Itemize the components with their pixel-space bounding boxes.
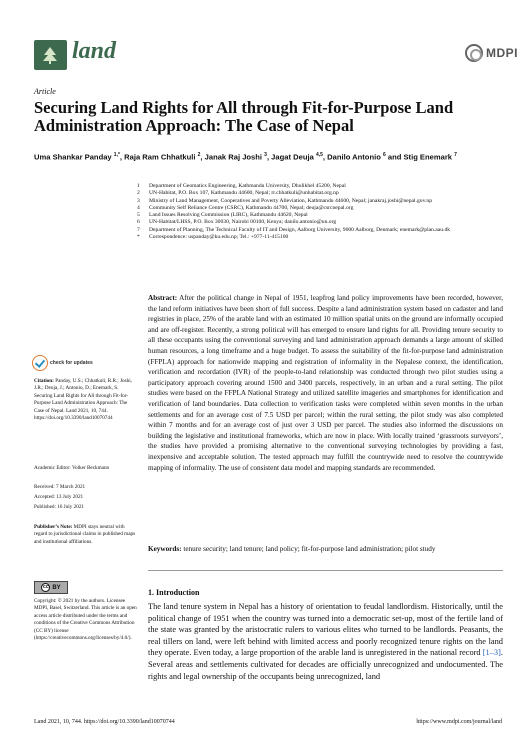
affiliation-item: 1 Department of Geomatics Engineering, Kathmandu University, Dhulikhel 45200, Nepal <box>137 183 346 189</box>
citation-text[interactable]: Panday, U.S.; Chhatkuli, R.R.; Joshi, J.R.; Deuja, J.; Antonio, D.; Enemark, S. Securing Land Rights for All through Fit-for-Purpose Land Administration Approach: The Case of Nepal. Land 2021, 10, 744. https://doi.org/10.3390/land10070744 <box>34 378 132 422</box>
accepted-date: Accepted: 13 July 2021 <box>34 494 84 500</box>
academic-editor: Academic Editor: Volker Beckmann <box>34 465 110 471</box>
affiliations <box>137 183 499 241</box>
author-affiliation-mark: 6 <box>382 152 386 158</box>
abstract-text: After the political change in Nepal of 1951, leapfrog land policy improvements have been recorded, however, the land reform initiatives have been short of full success. Despite a land administration system based on cadaster and land registries in place, 25% of the arable land with an estimated 10 million spatial units on the ground are informally occupied and are off-register. Recently, a strong political will has emerged to ensure land rights for all. Providing tenure security to all these occupants using the conventional surveying and land administration approach demands a large amount of skilled human resources, a long timeframe and a huge budget. To assess the suitability of the fit-for-purpose land administration (FFPLA) approach for nationwide mapping and registration of informality in the Nepalese context, the identification, verification and recordation (IVR) of the people-to-land relationship was conducted through two pilot studies using a participatory approach covering around 1500 and 3400 parcels, respectively, in an urban and a rural setting. The pilot studies were based on the FFPLA National Strategy and utilized satellite imageries and smartphones for identification and verification of land boundaries. Data collection to verification tasks were completed within seven months in the urban settlements and for an average cost of 7.5 USD per parcel; within the rural setting, the pilot study was also completed within 7 months and for an average cost of just over 3 USD per parcel. The studies also informed the discussions on building the legislative and institutional frameworks, which are now in place. With locally trained ‘grassroots surveyors’, the studies have provided a promising alternative to the conventional surveying technologies by providing a fast, inexpensive and acceptable solution. The tested approach may fulfill the countrywide need to resolve the countrywide mapping of informality. The use of consistent data model and mapping standards are recommended. <box>148 294 503 472</box>
mdpi-icon <box>465 44 483 62</box>
publisher-logo <box>465 44 518 62</box>
abstract <box>148 293 503 473</box>
introduction-text: The land tenure system in Nepal has a history of orientation to feudal landlordism. Historically, until the political change of 1951 when the country was turned into a democratic set-up, most of the fertile land of the state was granted by the aristocratic rulers to various elites who turned to be landlords. Peasants, the real tillers on land, were left behind with limited access and poorly recognized tenure rights on the land they operate. Even today, a large proportion of the arable land is unregistered in the national record [1–3]. Several areas and settlements cultivated for decades are officially unrecognized and undocumented. The rights and legal ownership of the occupants being unrecognized, land <box>148 602 503 681</box>
citation-label: Citation: <box>34 378 54 384</box>
author-name[interactable]: Jagat Deuja <box>271 152 314 162</box>
article-title: Securing Land Rights for All through Fit-for-Purpose Land Administration Approach: The Case of Nepal <box>34 98 454 135</box>
tree-icon <box>40 46 60 64</box>
copyright-notice: Copyright: © 2021 by the authors. Licensee MDPI, Basel, Switzerland. This article is an open access article distributed under the terms and conditions of the Creative Commons Attribution (CC BY) license (https://creativecommons.org/licenses/by/4.0/). <box>34 598 137 642</box>
author-name[interactable]: Stig Enemark <box>403 152 453 162</box>
publisher-note <box>34 524 138 546</box>
check-updates-icon <box>32 355 48 371</box>
check-updates-label: check for updates <box>50 360 93 366</box>
editor-name: Volker Beckmann <box>71 465 110 471</box>
keywords-label: Keywords: <box>148 545 182 553</box>
affiliation-item: 4 Community Self Reliance Centre (CSRC), Kathmandu 44700, Nepal; deuja@csrcnepal.org <box>137 204 354 211</box>
footer-citation: Land 2021, 10, 744. https://doi.org/10.3390/land10070744 <box>34 719 175 725</box>
footer-journal-url[interactable]: https://www.mdpi.com/journal/land <box>416 719 502 725</box>
abstract-label: Abstract: <box>148 294 178 302</box>
author-affiliation-mark: 1,* <box>113 152 120 158</box>
cc-license-badge[interactable] <box>34 581 68 594</box>
journal-name: land <box>72 38 117 64</box>
author-name[interactable]: Uma Shankar Panday <box>34 152 112 162</box>
affiliation-item: 2 UN-Habitat, P.O. Box 107, Kathmandu 44600, Nepal; rr.chhatkuli@unhabitat.org.np <box>137 190 339 197</box>
reference-link[interactable]: [1–3] <box>482 648 501 658</box>
affiliation-item: 7 Department of Planning, The Technical Faculty of IT and Design, Aalborg University, 9000 Aalborg, Denmark; enemark@plan.aau.dk <box>137 226 451 233</box>
correspondence: * Correspondence: uspanday@ku.edu.np; Tel.: +977-11-415100 <box>137 234 289 241</box>
affiliation-item: 5 Land Issues Resolving Commission (LIRC), Kathmandu 44620, Nepal <box>137 212 308 219</box>
author-affiliation-mark: 4,5 <box>315 152 323 158</box>
author-list: Uma Shankar Panday $^{1,*}$, Raja Ram Chhatkuli $^2$, Janak Raj Joshi $^3$, Jagat Deuja $^{4,5}$, Danilo Antonio $^6$ and Stig Enemark $^7$ <box>34 152 457 162</box>
keywords <box>148 544 503 554</box>
journal-logo <box>34 40 67 70</box>
affiliation-item: 6 UN-Habitat/LHSS, P.O. Box 30030, Nairobi 00100, Kenya; danilo.antonio@un.org <box>137 219 337 226</box>
section-divider <box>148 570 503 571</box>
citation-block <box>34 378 138 422</box>
publisher-name: MDPI <box>486 46 518 60</box>
author-affiliation-mark: 3 <box>264 152 267 158</box>
check-for-updates-button[interactable] <box>32 355 93 371</box>
cc-icon: cc <box>43 584 49 590</box>
author-affiliation-mark: 7 <box>454 152 457 158</box>
article-type: Article <box>34 87 56 96</box>
publisher-note-text: MDPI stays neutral with regard to jurisdictional claims in published maps and institutional affiliations. <box>34 524 136 545</box>
received-date: Received: 7 March 2021 <box>34 484 86 490</box>
author-affiliation-mark: 2 <box>197 152 201 158</box>
keywords-text: tenure security; land tenure; land policy; fit-for-purpose land administration; pilot study <box>183 545 436 553</box>
cc-by-label: BY <box>52 584 61 591</box>
publisher-note-label: Publisher’s Note: <box>34 524 73 530</box>
affiliation-item: 3 Ministry of Land Management, Cooperatives and Poverty Alleviation, Kathmandu 44600, Nepal; janakraj.joshi@nepal.gov.np <box>137 197 433 204</box>
published-date: Published: 16 July 2021 <box>34 504 85 510</box>
author-name[interactable]: Janak Raj Joshi <box>204 152 263 162</box>
author-name[interactable]: Raja Ram Chhatkuli <box>124 152 196 162</box>
section-heading: 1. Introduction <box>148 588 200 597</box>
author-name[interactable]: Danilo Antonio <box>327 152 381 162</box>
